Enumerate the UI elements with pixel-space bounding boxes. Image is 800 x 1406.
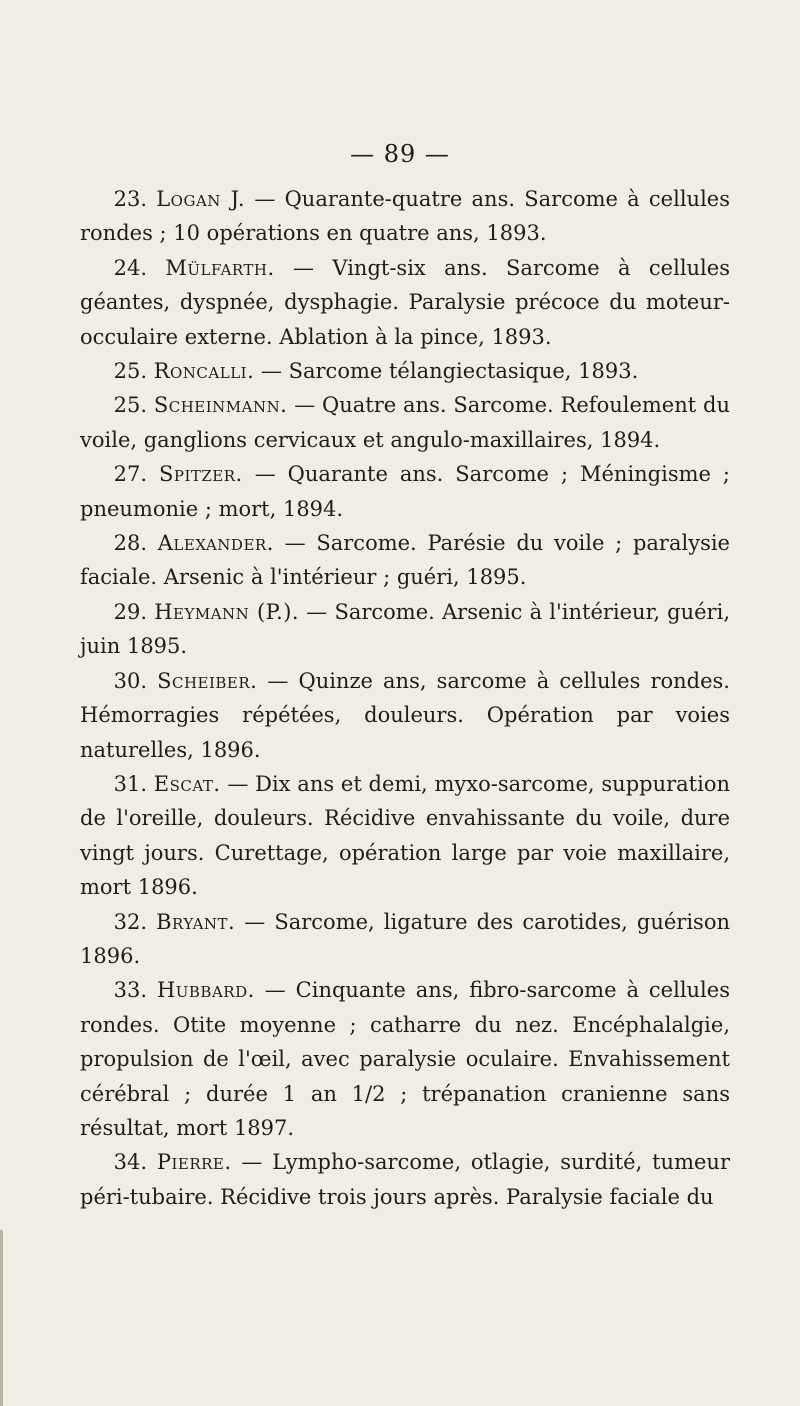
case-author: Scheinmann.: [153, 393, 288, 418]
case-entry-25a: [80, 354, 730, 388]
case-number: 32.: [113, 909, 147, 934]
case-entry-30: [80, 664, 730, 767]
case-number: 28.: [113, 531, 147, 556]
case-text: — Cinquante ans, fibro-sarcome à cellules rondes. Otite moyenne ; catharre du nez. Encéphalalgie, propulsion de l'œil, avec paralysie oculaire. Envahissement cérébral ; durée 1 an 1/2 ; trépanation cranienne sans résultat, mort 1897.: [80, 978, 730, 1140]
case-author: Bryant.: [156, 909, 236, 934]
case-text: — Quarante-quatre ans. Sarcome à cellules rondes ; 10 opérations en quatre ans, 1893.: [80, 187, 730, 246]
case-entry-23: [80, 182, 730, 251]
case-author: Heymann (P.).: [154, 599, 300, 624]
case-entry-27: [80, 457, 730, 526]
case-author: Mülfarth.: [165, 255, 275, 280]
case-entry-34: [80, 1145, 730, 1214]
case-number: 34.: [113, 1150, 147, 1175]
case-text: — Dix ans et demi, myxo-sarcome, suppuration de l'oreille, douleurs. Récidive envahissante du voile, dure vingt jours. Curettage, opération large par voie maxillaire, mort 1896.: [80, 771, 730, 900]
case-number: 33.: [113, 978, 147, 1003]
case-number: 30.: [113, 668, 147, 693]
case-entry-31: [80, 767, 730, 905]
case-number: 25.: [113, 359, 147, 384]
case-author: Scheiber.: [157, 668, 258, 693]
page-number: — 89 —: [350, 140, 450, 168]
case-list: [80, 182, 730, 1214]
case-entry-29: [80, 595, 730, 664]
case-number: 23.: [113, 187, 147, 211]
page-binding-edge: [0, 1230, 3, 1406]
case-text: — Vingt-six ans. Sarcome à cellules géantes, dyspnée, dysphagie. Paralysie précoce du moteur-occulaire externe. Ablation à la pince, 1893.: [80, 255, 730, 349]
case-number: 25.: [113, 393, 147, 418]
case-text: — Quatre ans. Sarcome. Refoulement du voile, ganglions cervicaux et angulo-maxillaires, 1894.: [80, 393, 730, 452]
case-author: Pierre.: [156, 1150, 232, 1175]
case-text: — Sarcome, ligature des carotides, guérison 1896.: [80, 909, 730, 968]
case-entry-28: [80, 526, 730, 595]
case-entry-25b: [80, 388, 730, 457]
case-entry-32: [80, 905, 730, 974]
case-author: Spitzer.: [158, 462, 243, 487]
case-text: — Quinze ans, sarcome à cellules rondes. Hémorragies répétées, douleurs. Opération par voies naturelles, 1896.: [80, 668, 730, 762]
case-text: — Quarante ans. Sarcome ; Méningisme ; pneumonie ; mort, 1894.: [80, 462, 730, 521]
case-number: 31.: [113, 771, 147, 796]
case-author: Logan J.: [156, 187, 246, 211]
case-entry-33: [80, 973, 730, 1145]
case-number: 27.: [113, 462, 147, 487]
case-number: 29.: [113, 599, 147, 624]
case-text: — Sarcome. Arsenic à l'intérieur, guéri, juin 1895.: [80, 599, 730, 659]
case-text: — Lympho-sarcome, otlagie, surdité, tumeur péri-tubaire. Récidive trois jours après. Paralysie faciale du: [80, 1150, 730, 1209]
case-entry-24: [80, 251, 730, 354]
case-author: Hubbard.: [156, 978, 255, 1003]
case-author: Roncalli.: [153, 359, 255, 384]
case-author: Escat.: [153, 771, 221, 796]
case-number: 24.: [113, 255, 147, 280]
case-author: Alexander.: [157, 531, 274, 556]
case-text: — Sarcome. Parésie du voile ; paralysie faciale. Arsenic à l'intérieur ; guéri, 1895.: [80, 531, 730, 590]
case-text: — Sarcome télangiectasique, 1893.: [254, 359, 639, 384]
